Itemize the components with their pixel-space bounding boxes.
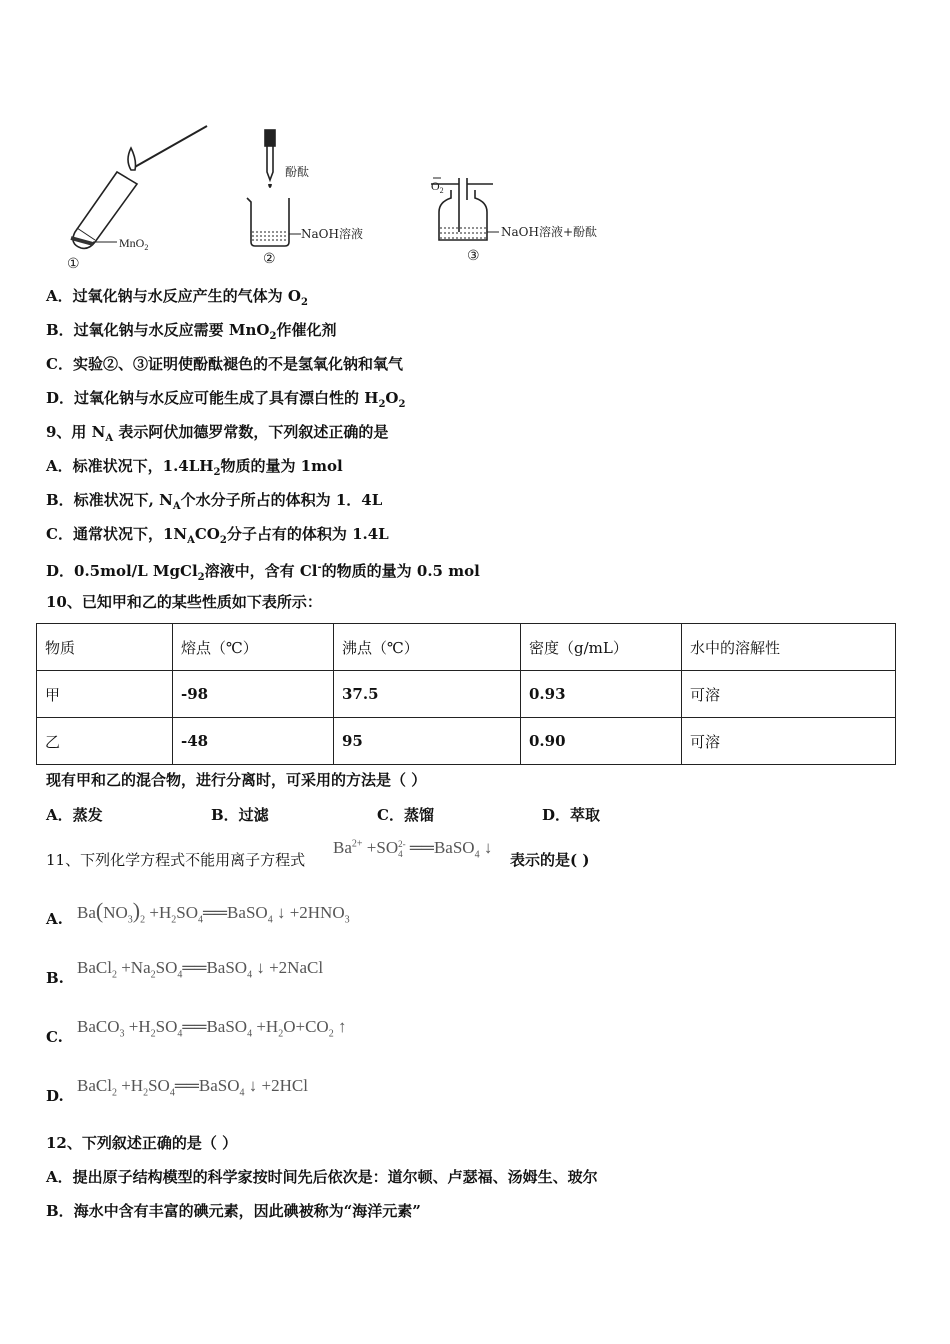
q9-option-c: C．通常状况下，$1N_ACO_2$分子占有的体积为 1.4L — [46, 525, 389, 546]
q10-question: 现有甲和乙的混合物，进行分离时，可采用的方法是（ ） — [46, 771, 427, 789]
q12-option-b: B．海水中含有丰富的碘元素，因此碘被称为“海洋元素” — [46, 1202, 421, 1220]
table-cell: 可溶 — [682, 671, 896, 718]
figure-2-beaker-label: NaOH溶液 — [301, 227, 363, 241]
table-cell: -98 — [173, 671, 334, 718]
table-header-cell: 沸点（℃） — [334, 624, 521, 671]
table-header-cell: 密度（g/mL） — [521, 624, 682, 671]
q11-equation-c: BaCO$_3$ $+H_2SO_4══BaSO_4 +H_2O+CO_2$ ↑ — [77, 1017, 347, 1040]
figure-2-beaker — [247, 130, 301, 246]
q10-choice-a: A．蒸发 — [46, 806, 103, 824]
q10-choice-c: C．蒸馏 — [377, 806, 434, 824]
table-header-cell: 水中的溶解性 — [682, 624, 896, 671]
figure-3-bottle-label: NaOH溶液+酚酞 — [501, 225, 598, 239]
q10-choice-b: B．过滤 — [211, 806, 269, 824]
q10-choice-d: D．萃取 — [542, 806, 601, 824]
table-row — [37, 718, 896, 765]
q11-option-c-label: C. — [46, 1028, 63, 1046]
q9-option-b: B．标准状况下, $N_A$个水分子所占的体积为 1．4L — [46, 491, 383, 512]
table-header-row — [37, 624, 896, 671]
q11-option-a-label: A. — [46, 910, 63, 928]
figure-1-test-tube — [71, 126, 207, 248]
figure-1-number: ① — [67, 256, 80, 270]
figure-1-reagent: MnO$_2$ — [119, 236, 149, 252]
table-header-cell: 熔点（℃） — [173, 624, 334, 671]
table-header-cell: 物质 — [37, 624, 173, 671]
q12-stem: 12、下列叙述正确的是（ ） — [46, 1134, 238, 1152]
q8-option-b: B．过氧化钠与水反应需要 MnO$_2$作催化剂 — [46, 321, 337, 342]
q11-stem-prefix: 11、下列化学方程式不能用离子方程式 — [46, 851, 306, 869]
figure-3-gas-label: $O_2$ — [431, 179, 444, 195]
q11-option-d-label: D. — [46, 1087, 64, 1105]
q9-option-d: D．0.5mol/L MgCl$_2$溶液中，含有 Cl-的物质的量为 0.5 mol — [46, 562, 480, 583]
q8-option-a: A．过氧化钠与水反应产生的气体为 $O_2$ — [46, 287, 308, 308]
table-cell: 可溶 — [682, 718, 896, 765]
q11-ionic-equation: $Ba^{2+} +SO$ 2- 4 ══BaSO$_4$ ↓ — [333, 838, 493, 861]
q11-equation-a: $Ba(NO_3)_2$ $+H_2SO_4══BaSO_4$ ↓ $+2HNO_3$ — [77, 898, 350, 926]
q11-stem-suffix: 表示的是( ) — [510, 851, 590, 869]
table-cell: 0.93 — [521, 671, 682, 718]
table-row — [37, 671, 896, 718]
q10-choices — [0, 804, 950, 826]
q9-option-a: A．标准状况下，$1.4LH_2$物质的量为 1mol — [46, 457, 343, 478]
figure-2-number: ② — [263, 251, 276, 267]
q11-option-b-label: B. — [46, 969, 64, 987]
table-cell: 37.5 — [334, 671, 521, 718]
q10-stem: 10、已知甲和乙的某些性质如下表所示： — [46, 593, 322, 611]
table-cell: 甲 — [37, 671, 173, 718]
q8-option-c: C．实验②、③证明使酚酞褪色的不是氢氧化钠和氧气 — [46, 355, 403, 373]
q9-stem: 9、用 $N_A$ 表示阿伏加德罗常数，下列叙述正确的是 — [46, 423, 389, 444]
figure-2-dropper-label: 酚酞 — [285, 165, 310, 179]
table-cell: 0.90 — [521, 718, 682, 765]
figure-3-number: ③ — [467, 248, 480, 264]
table-cell: -48 — [173, 718, 334, 765]
q12-option-a: A．提出原子结构模型的科学家按时间先后依次是：道尔顿、卢瑟福、汤姆生、玻尔 — [46, 1168, 598, 1186]
table-cell: 95 — [334, 718, 521, 765]
q8-option-d: D．过氧化钠与水反应可能生成了具有漂白性的 $H_2O_2$ — [46, 389, 406, 410]
experiment-figures — [55, 120, 635, 270]
q11-equation-d: BaCl$_2$ $+H_2SO_4══BaSO_4$ ↓ +2HCl — [77, 1076, 308, 1099]
table-cell: 乙 — [37, 718, 173, 765]
properties-table — [36, 623, 896, 765]
q11-equation-b: BaCl$_2$ $+Na_2SO_4══BaSO_4$ ↓ +2NaCl — [77, 958, 324, 981]
